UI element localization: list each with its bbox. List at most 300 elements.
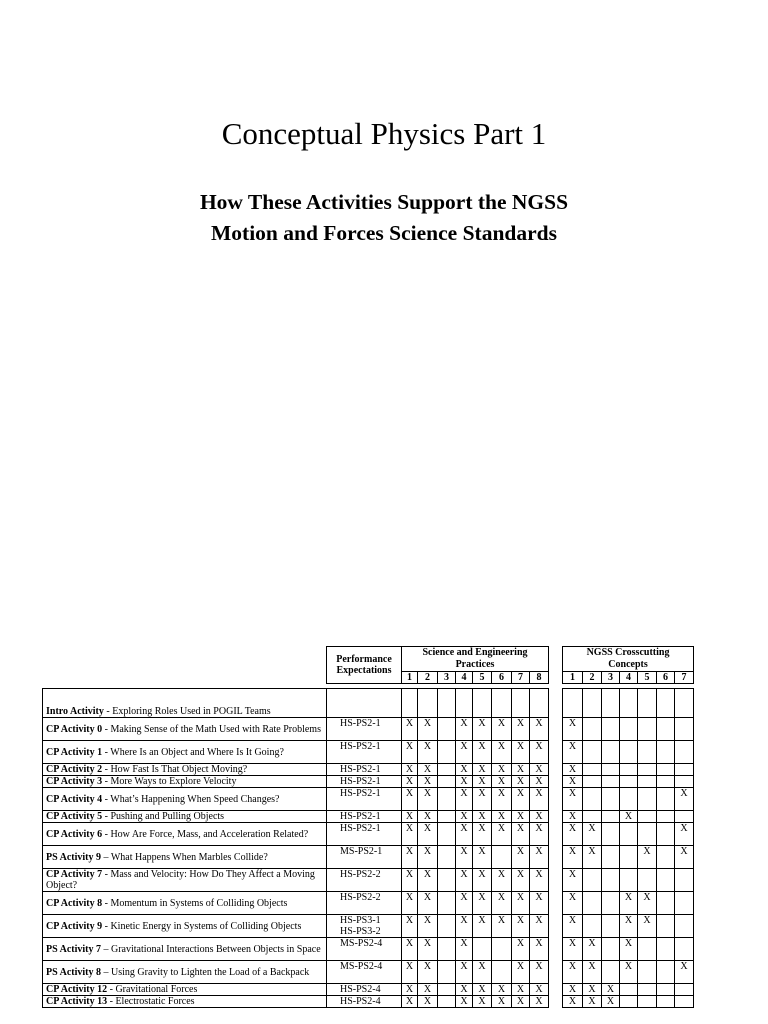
sep-4-cell: X <box>456 846 473 869</box>
ccc-5-cell <box>638 689 657 718</box>
activity-title: - Where Is an Object and Where Is It Going? <box>102 746 284 758</box>
ccc-4-cell <box>620 689 638 718</box>
ccc-6-cell <box>657 776 675 788</box>
sep-2-cell: X <box>418 788 438 811</box>
sep-3-cell <box>438 846 456 869</box>
activity-title: - How Are Force, Mass, and Acceleration Related? <box>102 828 309 840</box>
activity-cell <box>43 938 327 961</box>
sep-5-cell: X <box>473 764 492 776</box>
ccc-4-cell: X <box>620 961 638 984</box>
table-row <box>43 718 694 741</box>
ccc-6-cell <box>657 869 675 892</box>
sep-header-line-1: Science and Engineering <box>422 647 528 658</box>
sep-7-cell: X <box>512 776 530 788</box>
sep-2-cell: X <box>418 776 438 788</box>
ccc-3-cell <box>602 776 620 788</box>
performance-expectation-cell: HS-PS2-1 <box>327 788 402 811</box>
sep-3-cell <box>438 961 456 984</box>
table-row <box>43 823 694 846</box>
ccc-3-cell: X <box>602 996 620 1008</box>
sep-4-cell: X <box>456 984 473 996</box>
ccc-group-header <box>563 647 694 672</box>
sep-8-cell: X <box>530 741 549 764</box>
ccc-6-cell <box>657 892 675 915</box>
performance-expectation-cell: HS-PS2-2 <box>327 869 402 892</box>
activity-cell <box>43 823 327 846</box>
performance-expectation-cell <box>327 689 402 718</box>
pe-header-line-2: Expectations <box>336 665 392 676</box>
sep-1-cell: X <box>402 764 418 776</box>
sep-1-cell: X <box>402 741 418 764</box>
sep-2-cell: X <box>418 996 438 1008</box>
activity-title: - Mass and Velocity: How Do They Affect a Moving Object? <box>46 869 315 891</box>
sep-8-cell: X <box>530 984 549 996</box>
ccc-5-cell <box>638 811 657 823</box>
ccc-5-cell: X <box>638 846 657 869</box>
ccc-2-cell <box>583 741 602 764</box>
sep-8-cell: X <box>530 915 549 938</box>
ccc-2-cell <box>583 764 602 776</box>
activity-id: CP Activity 4 <box>46 793 103 805</box>
table-row <box>43 961 694 984</box>
activity-title: – Gravitational Interactions Between Objects in Space <box>101 943 321 955</box>
ccc-4-cell <box>620 788 638 811</box>
column-gap <box>549 984 563 996</box>
ccc-5-cell <box>638 996 657 1008</box>
ccc-1-cell: X <box>563 811 583 823</box>
sep-4-cell: X <box>456 823 473 846</box>
activity-title: – Using Gravity to Lighten the Load of a Backpack <box>101 966 310 978</box>
ccc-3-cell <box>602 823 620 846</box>
ccc-4-cell: X <box>620 811 638 823</box>
table-row <box>43 764 694 776</box>
table-row <box>43 996 694 1008</box>
ccc-2-cell <box>583 892 602 915</box>
sep-4-cell: X <box>456 915 473 938</box>
ccc-6-cell <box>657 764 675 776</box>
sep-header-line-2: Practices <box>455 659 495 670</box>
sep-8-cell: X <box>530 996 549 1008</box>
ccc-4-cell <box>620 984 638 996</box>
sep-7-cell: X <box>512 996 530 1008</box>
ccc-4-cell <box>620 869 638 892</box>
ccc-number-7: 7 <box>675 672 694 684</box>
sep-5-cell <box>473 689 492 718</box>
table-row <box>43 846 694 869</box>
ccc-7-cell <box>675 741 694 764</box>
sep-7-cell: X <box>512 764 530 776</box>
sep-8-cell: X <box>530 846 549 869</box>
ccc-1-cell: X <box>563 846 583 869</box>
ccc-7-cell <box>675 869 694 892</box>
ccc-5-cell <box>638 869 657 892</box>
sep-5-cell: X <box>473 996 492 1008</box>
ccc-1-cell <box>563 689 583 718</box>
sep-1-cell: X <box>402 869 418 892</box>
sep-2-cell: X <box>418 764 438 776</box>
ccc-7-cell <box>675 892 694 915</box>
ccc-7-cell: X <box>675 846 694 869</box>
activity-title: - Pushing and Pulling Objects <box>102 811 225 822</box>
sep-7-cell: X <box>512 788 530 811</box>
ccc-number-2: 2 <box>583 672 602 684</box>
table-row <box>43 788 694 811</box>
pe-column-header <box>327 647 402 684</box>
ccc-4-cell <box>620 764 638 776</box>
ccc-3-cell <box>602 961 620 984</box>
sep-5-cell: X <box>473 718 492 741</box>
sep-1-cell: X <box>402 823 418 846</box>
sep-6-cell: X <box>492 823 512 846</box>
sep-8-cell: X <box>530 718 549 741</box>
sep-2-cell: X <box>418 869 438 892</box>
ccc-1-cell: X <box>563 776 583 788</box>
activity-cell <box>43 996 327 1008</box>
sep-2-cell <box>418 689 438 718</box>
activity-id: Intro Activity <box>46 706 104 717</box>
sep-7-cell: X <box>512 961 530 984</box>
sep-number-8: 8 <box>530 672 549 684</box>
sep-3-cell <box>438 869 456 892</box>
ccc-3-cell <box>602 869 620 892</box>
sep-6-cell <box>492 689 512 718</box>
ccc-4-cell <box>620 718 638 741</box>
activity-cell <box>43 811 327 823</box>
ccc-2-cell: X <box>583 996 602 1008</box>
ccc-6-cell <box>657 741 675 764</box>
activity-id: CP Activity 3 <box>46 776 103 787</box>
sep-7-cell: X <box>512 741 530 764</box>
sep-4-cell: X <box>456 869 473 892</box>
ccc-number-4: 4 <box>620 672 638 684</box>
ccc-3-cell <box>602 718 620 741</box>
sep-8-cell <box>530 689 549 718</box>
sep-7-cell: X <box>512 869 530 892</box>
sep-number-5: 5 <box>473 672 492 684</box>
sep-3-cell <box>438 984 456 996</box>
sep-5-cell: X <box>473 869 492 892</box>
performance-expectation-cell: HS-PS2-1 <box>327 764 402 776</box>
sep-1-cell: X <box>402 938 418 961</box>
sep-6-cell: X <box>492 788 512 811</box>
activity-cell <box>43 689 327 718</box>
ccc-4-cell <box>620 996 638 1008</box>
sep-6-cell <box>492 846 512 869</box>
activity-title: - What’s Happening When Speed Changes? <box>102 793 280 805</box>
ccc-5-cell <box>638 764 657 776</box>
ccc-3-cell <box>602 892 620 915</box>
sep-3-cell <box>438 776 456 788</box>
sep-8-cell: X <box>530 788 549 811</box>
activity-id: PS Activity 8 <box>46 966 101 978</box>
table-row <box>43 741 694 764</box>
activity-cell <box>43 846 327 869</box>
sep-number-6: 6 <box>492 672 512 684</box>
performance-expectation-cell: HS-PS2-1 <box>327 811 402 823</box>
ccc-1-cell: X <box>563 788 583 811</box>
ccc-7-cell: X <box>675 788 694 811</box>
ccc-6-cell <box>657 984 675 996</box>
sep-7-cell: X <box>512 811 530 823</box>
ccc-2-cell: X <box>583 984 602 996</box>
ccc-3-cell <box>602 764 620 776</box>
ccc-1-cell: X <box>563 996 583 1008</box>
ccc-2-cell <box>583 776 602 788</box>
sep-1-cell: X <box>402 984 418 996</box>
sep-6-cell: X <box>492 869 512 892</box>
subtitle-line-2: Motion and Forces Science Standards <box>211 221 557 245</box>
sep-6-cell: X <box>492 915 512 938</box>
document-subtitle <box>0 187 768 249</box>
sep-7-cell: X <box>512 938 530 961</box>
ccc-2-cell: X <box>583 961 602 984</box>
sep-3-cell <box>438 996 456 1008</box>
sep-8-cell: X <box>530 776 549 788</box>
activity-id: CP Activity 13 <box>46 996 108 1007</box>
sep-7-cell: X <box>512 915 530 938</box>
sep-8-cell: X <box>530 961 549 984</box>
column-gap <box>549 647 563 684</box>
activity-title: - Exploring Roles Used in POGIL Teams <box>103 706 271 717</box>
column-gap <box>549 846 563 869</box>
performance-expectation-cell: HS-PS2-1 <box>327 741 402 764</box>
sep-5-cell: X <box>473 961 492 984</box>
ccc-6-cell <box>657 938 675 961</box>
activity-title: - Momentum in Systems of Colliding Objects <box>102 897 288 909</box>
table-row <box>43 689 694 718</box>
ccc-7-cell: X <box>675 961 694 984</box>
sep-4-cell: X <box>456 996 473 1008</box>
sep-6-cell: X <box>492 892 512 915</box>
ccc-header-line-2: Concepts <box>608 659 648 670</box>
sep-3-cell <box>438 689 456 718</box>
activity-id: CP Activity 6 <box>46 828 103 840</box>
sep-3-cell <box>438 764 456 776</box>
ccc-5-cell <box>638 938 657 961</box>
sep-6-cell <box>492 938 512 961</box>
activity-title: – What Happens When Marbles Collide? <box>101 851 268 863</box>
activity-cell <box>43 961 327 984</box>
performance-expectation-cell: HS-PS2-4 <box>327 996 402 1008</box>
ccc-3-cell <box>602 938 620 961</box>
sep-8-cell: X <box>530 892 549 915</box>
ccc-number-3: 3 <box>602 672 620 684</box>
standards-table <box>42 688 694 1008</box>
activity-title: - How Fast Is That Object Moving? <box>102 764 248 775</box>
sep-2-cell: X <box>418 846 438 869</box>
column-gap <box>549 811 563 823</box>
performance-expectation-cell: HS-PS2-1 <box>327 718 402 741</box>
sep-1-cell: X <box>402 996 418 1008</box>
sep-7-cell: X <box>512 823 530 846</box>
sep-3-cell <box>438 788 456 811</box>
sep-4-cell: X <box>456 788 473 811</box>
column-gap <box>549 996 563 1008</box>
sep-1-cell: X <box>402 788 418 811</box>
ccc-7-cell <box>675 776 694 788</box>
sep-1-cell: X <box>402 892 418 915</box>
ccc-5-cell <box>638 788 657 811</box>
performance-expectation-cell: MS-PS2-4 <box>327 938 402 961</box>
ccc-4-cell: X <box>620 938 638 961</box>
ccc-3-cell <box>602 811 620 823</box>
sep-3-cell <box>438 718 456 741</box>
sep-1-cell: X <box>402 811 418 823</box>
column-gap <box>549 938 563 961</box>
column-gap <box>549 869 563 892</box>
activity-id: CP Activity 5 <box>46 811 103 822</box>
sep-6-cell: X <box>492 764 512 776</box>
sep-8-cell: X <box>530 938 549 961</box>
ccc-5-cell <box>638 776 657 788</box>
ccc-7-cell: X <box>675 823 694 846</box>
sep-5-cell: X <box>473 915 492 938</box>
ccc-3-cell <box>602 689 620 718</box>
ccc-2-cell: X <box>583 823 602 846</box>
column-gap <box>549 764 563 776</box>
performance-expectation-cell: HS-PS2-4 <box>327 984 402 996</box>
ccc-3-cell: X <box>602 984 620 996</box>
ccc-6-cell <box>657 961 675 984</box>
sep-3-cell <box>438 811 456 823</box>
performance-expectation-cell: HS-PS2-1 <box>327 776 402 788</box>
column-gap <box>549 961 563 984</box>
sep-3-cell <box>438 741 456 764</box>
sep-2-cell: X <box>418 811 438 823</box>
sep-3-cell <box>438 915 456 938</box>
sep-2-cell: X <box>418 718 438 741</box>
sep-8-cell: X <box>530 764 549 776</box>
column-gap <box>549 823 563 846</box>
ccc-1-cell: X <box>563 984 583 996</box>
performance-expectation-cell: HS-PS3-1 HS-PS3-2 <box>327 915 402 938</box>
sep-6-cell: X <box>492 996 512 1008</box>
sep-8-cell: X <box>530 823 549 846</box>
standards-table-header <box>326 646 694 684</box>
ccc-4-cell: X <box>620 915 638 938</box>
activity-cell <box>43 718 327 741</box>
ccc-5-cell <box>638 718 657 741</box>
sep-7-cell: X <box>512 984 530 996</box>
sep-6-cell: X <box>492 984 512 996</box>
ccc-2-cell <box>583 718 602 741</box>
ccc-number-6: 6 <box>657 672 675 684</box>
activity-id: CP Activity 12 <box>46 984 108 995</box>
sep-2-cell: X <box>418 938 438 961</box>
table-row <box>43 811 694 823</box>
activity-id: CP Activity 0 <box>46 723 103 735</box>
activity-cell <box>43 764 327 776</box>
ccc-1-cell: X <box>563 892 583 915</box>
ccc-4-cell <box>620 741 638 764</box>
column-gap <box>549 788 563 811</box>
sep-4-cell: X <box>456 718 473 741</box>
sep-2-cell: X <box>418 823 438 846</box>
ccc-4-cell: X <box>620 892 638 915</box>
activity-id: PS Activity 7 <box>46 943 101 955</box>
sep-number-7: 7 <box>512 672 530 684</box>
sep-number-3: 3 <box>438 672 456 684</box>
activity-cell <box>43 869 327 892</box>
ccc-3-cell <box>602 846 620 869</box>
sep-1-cell: X <box>402 776 418 788</box>
ccc-6-cell <box>657 915 675 938</box>
sep-4-cell: X <box>456 892 473 915</box>
sep-number-1: 1 <box>402 672 418 684</box>
activity-title: - Kinetic Energy in Systems of Colliding Objects <box>102 920 302 932</box>
sep-7-cell: X <box>512 846 530 869</box>
column-gap <box>549 776 563 788</box>
sep-number-2: 2 <box>418 672 438 684</box>
sep-2-cell: X <box>418 915 438 938</box>
activity-cell <box>43 741 327 764</box>
sep-6-cell: X <box>492 741 512 764</box>
activity-title: - More Ways to Explore Velocity <box>102 776 237 787</box>
ccc-5-cell: X <box>638 915 657 938</box>
sep-7-cell: X <box>512 892 530 915</box>
sep-5-cell: X <box>473 788 492 811</box>
sep-1-cell: X <box>402 846 418 869</box>
sep-5-cell: X <box>473 776 492 788</box>
table-row <box>43 869 694 892</box>
sep-2-cell: X <box>418 961 438 984</box>
ccc-6-cell <box>657 846 675 869</box>
activity-title: - Making Sense of the Math Used with Rate Problems <box>102 723 321 735</box>
ccc-4-cell <box>620 823 638 846</box>
sep-6-cell <box>492 961 512 984</box>
ccc-1-cell: X <box>563 718 583 741</box>
performance-expectation-cell: MS-PS2-4 <box>327 961 402 984</box>
ccc-6-cell <box>657 811 675 823</box>
sep-4-cell: X <box>456 764 473 776</box>
performance-expectation-cell: HS-PS2-2 <box>327 892 402 915</box>
sep-8-cell: X <box>530 811 549 823</box>
sep-5-cell: X <box>473 823 492 846</box>
sep-7-cell <box>512 689 530 718</box>
ccc-header-line-1: NGSS Crosscutting <box>586 647 670 658</box>
ccc-number-5: 5 <box>638 672 657 684</box>
sep-2-cell: X <box>418 984 438 996</box>
sep-1-cell: X <box>402 915 418 938</box>
ccc-4-cell <box>620 776 638 788</box>
ccc-6-cell <box>657 718 675 741</box>
ccc-1-cell: X <box>563 869 583 892</box>
ccc-3-cell <box>602 788 620 811</box>
sep-1-cell: X <box>402 718 418 741</box>
table-row <box>43 892 694 915</box>
activity-id: CP Activity 7 <box>46 869 103 880</box>
performance-expectation-cell: MS-PS2-1 <box>327 846 402 869</box>
subtitle-line-1: How These Activities Support the NGSS <box>199 190 569 214</box>
ccc-1-cell: X <box>563 915 583 938</box>
sep-5-cell: X <box>473 811 492 823</box>
ccc-7-cell <box>675 938 694 961</box>
table-row <box>43 915 694 938</box>
ccc-2-cell <box>583 811 602 823</box>
ccc-7-cell <box>675 689 694 718</box>
activity-cell <box>43 776 327 788</box>
sep-number-4: 4 <box>456 672 473 684</box>
sep-5-cell <box>473 938 492 961</box>
sep-4-cell: X <box>456 961 473 984</box>
ccc-5-cell <box>638 961 657 984</box>
ccc-2-cell: X <box>583 846 602 869</box>
sep-6-cell: X <box>492 811 512 823</box>
column-gap <box>549 689 563 718</box>
activity-cell <box>43 892 327 915</box>
ccc-6-cell <box>657 996 675 1008</box>
sep-8-cell: X <box>530 869 549 892</box>
